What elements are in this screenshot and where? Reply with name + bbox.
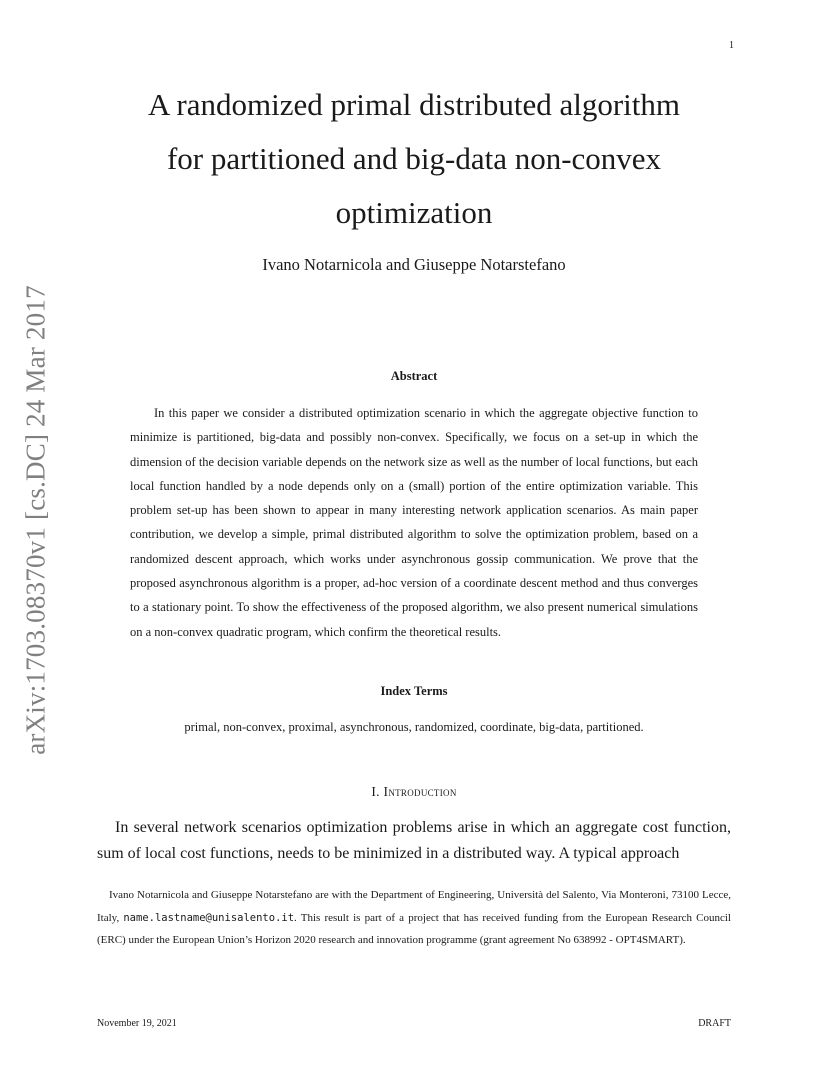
arxiv-identifier-stamp: arXiv:1703.08370v1 [cs.DC] 24 Mar 2017 — [20, 285, 51, 755]
footer-draft-label: DRAFT — [698, 1018, 731, 1029]
title-line-2: for partitioned and big-data non-convex — [166, 141, 662, 176]
footnote-email: name.lastname@unisalento.it — [123, 911, 295, 924]
title-line-3: optimization — [335, 195, 493, 230]
footnote-funding-text: . This result is part of a project that has received funding from the European Research Council (ERC) under the European Union’s Horizon 2020 research and innovation programme (grant agreement No 638992 - OPT4SMART). — [97, 911, 731, 946]
abstract-heading: Abstract — [390, 369, 438, 383]
page-number: 1 — [729, 40, 734, 51]
author-affiliation-footnote — [97, 884, 731, 952]
index-terms-heading: Index Terms — [380, 684, 448, 698]
paper-title — [60, 78, 768, 240]
title-line-1: A randomized primal distributed algorithm — [147, 87, 681, 122]
paper-authors: Ivano Notarnicola and Giuseppe Notarstefano — [262, 255, 566, 274]
footnote-affiliation-text: Ivano Notarnicola and Giuseppe Notarstefano are with the Department of Engineering, Università del Salento, Via Monteroni, 73100 Lecce, Italy, — [97, 889, 731, 924]
index-terms-list: primal, non-convex, proximal, asynchronous, randomized, coordinate, big-data, partitioned. — [184, 720, 644, 734]
section-number: I. — [371, 784, 380, 799]
introduction-paragraph: In several network scenarios optimization problems arise in which an aggregate cost function, sum of local cost functions, needs to be minimized in a distributed way. A typical approach — [97, 819, 731, 862]
section-heading-introduction — [60, 784, 768, 800]
abstract-text: In this paper we consider a distributed optimization scenario in which the aggregate objective function to minimize is partitioned, big-data and possibly non-convex. Specifically, we focus on a set-up in which the dimension of the decision variable depends on the network size as well as the number of local functions, but each local function handled by a node depends only on a (small) portion of the entire optimization variable. This problem set-up has been shown to appear in many interesting network application scenarios. As main paper contribution, we develop a simple, primal distributed algorithm to solve the optimization problem, based on a randomized descent approach, which works under asynchronous gossip communication. We prove that the proposed asynchronous algorithm is a proper, ad-hoc version of a coordinate descent method and thus converges to a stationary point. To show the effectiveness of the proposed algorithm, we also present numerical simulations on a non-convex quadratic program, which confirm the theoretical results. — [130, 406, 698, 639]
footer-date: November 19, 2021 — [97, 1018, 177, 1029]
section-title: Introduction — [383, 784, 457, 799]
